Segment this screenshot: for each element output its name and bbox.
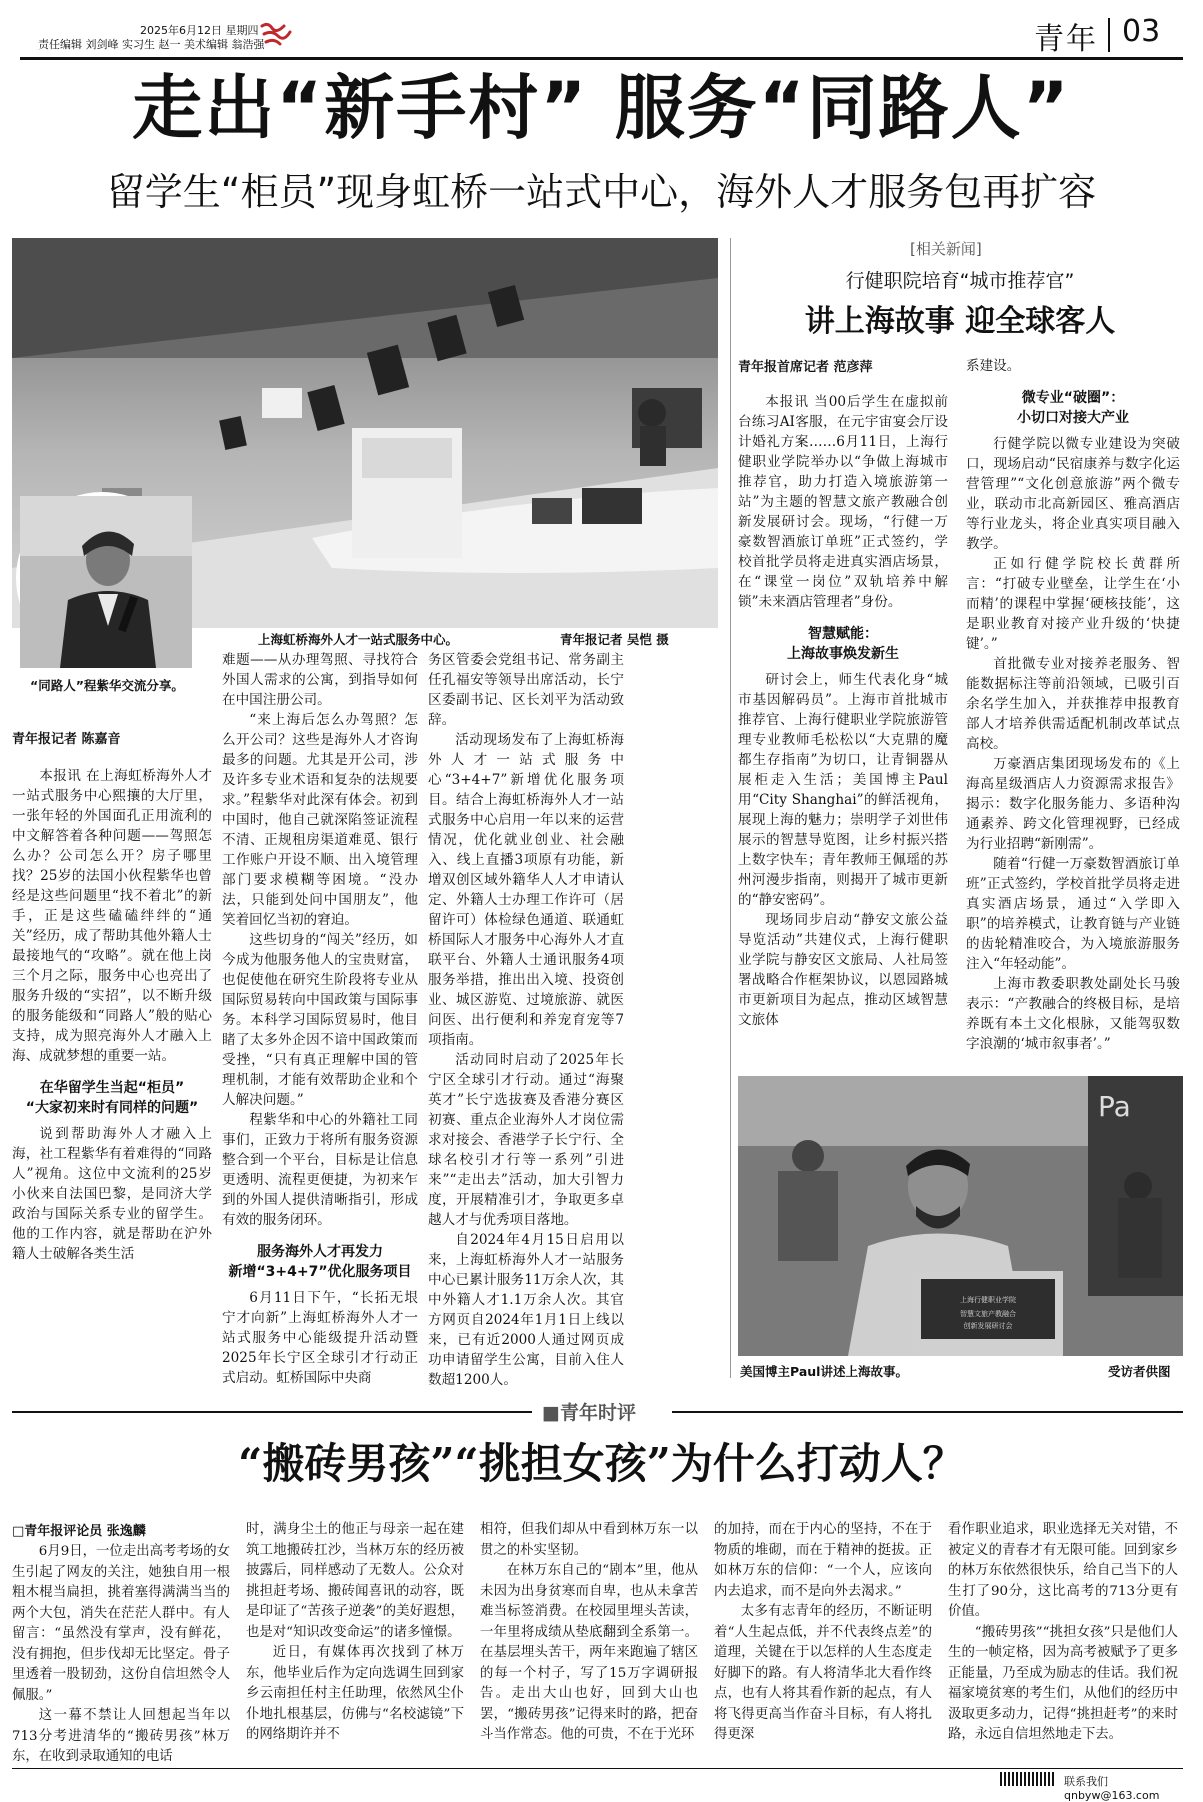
related-column-1 [738, 392, 948, 1030]
main-title: 走出“新手村” 服务“同路人” [132, 67, 1071, 149]
related-photo-credit: 受访者供图 [1108, 1364, 1171, 1379]
article-paragraph: 的加持，而在于内心的坚持，不在于物质的堆砌，而在于精神的挺拔。正如林万东的信仰：“一个人，应该向内去追求，而不是向外去渴求。” [714, 1522, 932, 1599]
opinion-rule-left [12, 1411, 532, 1413]
opinion-column-5 [948, 1520, 1178, 1746]
main-photo-credit: 青年报记者 吴恺 摄 [560, 632, 669, 647]
article-paragraph: “来上海后怎么办驾照？怎么开公司？这些是海外人才咨询最多的问题。尤其是开公司，涉及许多专业术语和复杂的法规要求。”程紫华对此深有体会。初到中国时，他自己就深陷签证流程不清、正规租房渠道难觅、银行工作账户开设不顺、出入境管理部门要求模糊等困境。“没办法，只能到处问中国朋友”，他笑着回忆当初的窘迫。 [222, 712, 418, 928]
portrait-caption: “同路人”程紫华交流分享。 [30, 678, 184, 693]
footer-contact: 联系我们 qnbyw@163.com [1064, 1775, 1160, 1802]
newspaper-logo [258, 20, 294, 48]
article-paragraph: 系建设。 [966, 358, 1021, 374]
svg-text:智慧文旅产教融合: 智慧文旅产教融合 [960, 1310, 1016, 1318]
article-paragraph: 相符，但我们却从中看到林万东一以贯之的朴实坚韧。 [480, 1522, 698, 1558]
lectern-screen-text: 上海行健职业学院 [960, 1296, 1016, 1304]
svg-text:创新发展研讨会: 创新发展研讨会 [963, 1322, 1013, 1330]
article-paragraph: 首批微专业对接养老服务、智能数据标注等前沿领域，已吸引百余名学生加入，并获推荐申报教育部人才培养供需适配机制改革试点高校。 [966, 656, 1180, 752]
svg-text:Pa: Pa [1098, 1090, 1131, 1123]
article-paragraph: 6月9日，一位走出高考考场的女生引起了网友的关注，她独自用一根粗木棍当扁担，挑着塞得满满当当的两个大包，消失在茫茫人群中。有人留言：“虽然没有掌声，没有鲜花，没有拥抱，但步伐却无比坚定。骨子里透着一股韧劲，这份自信坦然令人佩服。” [12, 1544, 230, 1703]
opinion-rule-right [672, 1411, 1183, 1413]
article-paragraph: 看作职业追求，职业选择无关对错，不被定义的青春才有无限可能。回到家乡的林万东依然很快乐，给自己当下的人生打了90分，这比高考的713分更有价值。 [948, 1522, 1178, 1619]
header-editors: 责任编辑 刘剑峰 实习生 赵一 美术编辑 翁浩强 [38, 38, 265, 51]
main-photo-caption: 上海虹桥海外人才一站式服务中心。 [258, 632, 459, 647]
main-subtitle: 留学生“柜员”现身虹桥一站式中心，海外人才服务包再扩容 [106, 170, 1097, 214]
section-name: 青年 [1034, 22, 1098, 57]
article-paragraph: 自2024年4月15日启用以来，上海虹桥海外人才一站服务中心已累计服务11万余人次，其中外籍人才1.1万余人次。其官方网页自2024年1月1日上线以来，已有近2000人通过网页成功申请留学生公寓，目前入住人数超1200人。 [428, 1232, 624, 1388]
article-paragraph: 近日，有媒体再次找到了林万东，他毕业后作为定向选调生回到家乡云南担任村主任助理，依然风尘仆仆地扎根基层，仿佛与“名校滤镜”下的网络期许并不 [246, 1645, 464, 1742]
article-paragraph: 说到帮助海外人才融入上海，社工程紫华有着难得的“同路人”视角。这位中文流利的25岁小伙来自法国巴黎，是同济大学政治与国际关系专业的留学生。他的工作内容，就是帮助在沪外籍人士破解各类生活 [12, 1126, 212, 1262]
article-paragraph: “搬砖男孩”“挑担女孩”只是他们人生的一帧定格，因为高考被赋予了更多正能量，乃至成为励志的佳话。我们祝福家境贫寒的考生们，从他们的经历中汲取更多动力，记得“挑担赶考”的来时路，永远自信坦然地走下去。 [948, 1624, 1178, 1742]
masthead [0, 0, 1203, 58]
related-tag: [相关新闻] [910, 240, 982, 258]
article-paragraph: 难题——从办理驾照、寻找符合外国人需求的公寓，到指导如何在中国注册公司。 [222, 652, 418, 708]
main-column-1 [12, 766, 212, 1264]
barcode-mark [1000, 1772, 1056, 1786]
article-paragraph: 本报讯 在上海虹桥海外人才一站式服务中心熙攘的大厅里，一张年轻的外国面孔正用流利的中文解答着各种问题——驾照怎么办？公司怎么开？房子哪里找？25岁的法国小伙程紫华也曾经是这些问题里“找不着北”的新手，正是这些磕磕绊绊的“通关”经历，成了帮助其他外籍人士最接地气的“攻略”。就在他上岗三个月之际，服务中心也亮出了服务升级的“实招”，以不断升级的服务能级和“同路人”般的贴心支持，成为照亮海外人才融入上海、成就梦想的重要一站。 [12, 768, 212, 1064]
article-paragraph: 活动现场发布了上海虹桥海外人才一站式服务中心“3+4+7”新增优化服务项目。结合上海虹桥海外人才一站式服务中心启用一年以来的运营情况，优化就业创业、社会融入、线上直播3项原有功能，新增双创区域外籍华人人才申请认定、外籍人士办理工作许可（居留许可）体检绿色通道、联通虹桥国际人才服务中心海外人才直联平台、外籍人士通讯服务4项服务举措，推出出入境、投资创业、城区游览、过境旅游、就医问医、出行便利和养宠育宠等7项指南。 [428, 732, 624, 1048]
article-subhead: 智慧赋能： 上海故事焕发新生 [787, 626, 899, 662]
related-title: 讲上海故事 迎全球客人 [804, 304, 1116, 339]
header-rule [20, 57, 1183, 60]
article-paragraph: 时，满身尘土的他正与母亲一起在建筑工地搬砖扛沙，当林万东的经历被披露后，同样感动了无数人。公众对挑担赶考场、搬砖闻喜讯的动容，既是印证了“苦孩子逆袭”的美好遐想，也是对“知识改变命运”的诸多憧憬。 [246, 1522, 464, 1640]
page-number: 03 [1122, 14, 1161, 49]
section-divider [1108, 18, 1110, 52]
article-paragraph: 随着“行健一万豪数智酒旅订单班”正式签约，学校首批学员将走进真实酒店场景，通过“入学即入职”的培养模式，让教育链与产业链的齿轮精准咬合，为入境旅游服务注入“年轻动能”。 [966, 856, 1180, 972]
article-paragraph: 万豪酒店集团现场发布的《上海高星级酒店人力资源需求报告》揭示：数字化服务能力、多语种沟通素养、跨文化管理视野，已经成为行业招聘“新刚需”。 [966, 756, 1180, 852]
article-paragraph: 研讨会上，师生代表化身“城市基因解码员”。上海市首批城市推荐官、上海行健职业学院旅游管理专业教师毛松松以“大克鼎的魔都生存指南”为切口，让青铜器从展柜走入生活；美国博主Paul用“City Shanghai”的鲜活视角，展现上海的魅力；崇明学子刘世伟展示的智慧导览图，让乡村振兴搭上数字快车；青年教师王佩瑶的苏州河漫步指南，则揭开了城市更新的“静安密码”。 [738, 672, 948, 908]
main-column-3 [428, 650, 624, 1390]
article-paragraph: 在林万东自己的“剧本”里，他从未因为出身贫寒而自卑，也从未拿苦难当标签消费。在校园里埋头苦读，一年里将成绩从垫底翻到全系第一。在基层埋头苦干，两年来跑遍了辖区的每一个村子，写了15万字调研报告。走出大山也好，回到大山也罢，“搬砖男孩”记得来时的路，把奋斗当作常态。他的可贵，不在于光环 [480, 1563, 698, 1742]
article-subhead: 在华留学生当起“柜员” “大家初来时有同样的问题” [25, 1080, 199, 1116]
article-paragraph: 上海市教委职教处副处长马骏表示：“产教融合的终极目标，是培养既有本土文化根脉，又能驾驭数字浪潮的‘城市叙事者’。” [966, 976, 1180, 1052]
article-paragraph: 太多有志青年的经历，不断证明着“人生起点低，并不代表终点差”的道理，关键在于以怎样的人生态度走好脚下的路。有人将清华北大看作终点，也有人将其看作新的起点，有人将飞得更高当作奋斗目标，有人将扎得更深 [714, 1604, 932, 1742]
opinion-column-2 [246, 1520, 464, 1746]
portrait-photo [16, 492, 188, 664]
opinion-column-3 [480, 1520, 698, 1746]
related-photo-caption: 美国博主Paul讲述上海故事。 [740, 1364, 908, 1379]
paul-speaking-photo [738, 1076, 1183, 1356]
article-paragraph: 这些切身的“闯关”经历，如今成为他服务他人的宝贵财富，也促使他在研究生阶段将专业从国际贸易转向中国政策与国际事务。本科学习国际贸易时，他目睹了太多外企因不谙中国政策而受挫，“只有真正理解中国的管理机制，才能有效帮助企业和个人解决问题。” [222, 932, 418, 1108]
related-byline: 青年报首席记者 范彦萍 [738, 360, 873, 375]
related-kicker: 行健职院培育“城市推荐官” [845, 270, 1075, 292]
article-paragraph: 本报讯 当00后学生在虚拟前台练习AI客服，在元宇宙宴会厅设计婚礼方案……6月11日，上海行健职业学院举办以“争做上海城市推荐官，助力打造入境旅游第一站”为主题的智慧文旅产教融合创新发展研讨会。现场，“行健一万豪数智酒旅订单班”正式签约，学校首批学员将走进真实酒店场景，在“课堂一岗位”双轨培养中解锁”未来酒店管理者”身份。 [738, 394, 948, 610]
article-paragraph: 6月11日下午，“长拓无垠 宁才向新”上海虹桥海外人才一站式服务中心能级提升活动暨2025年长宁区全球引才行动正式启动。虹桥国际中央商 [222, 1290, 418, 1386]
article-subhead: 服务海外人才再发力 新增“3+4+7”优化服务项目 [228, 1244, 412, 1280]
article-paragraph: 务区管委会党组书记、常务副主任孔福安等领导出席活动，长宁区委副书记、区长刘平为活动致辞。 [428, 652, 624, 728]
opinion-byline: □青年报评论员 张逸麟 [12, 1524, 146, 1539]
article-paragraph: 活动同时启动了2025年长宁区全球引才行动。通过“海聚英才”长宁选拔赛及香港分赛区初赛、重点企业海外人才岗位需求对接会、香港学子长宁行、全球名校引才行等一系列”引进来”“走出去”活动，加大引智力度，开展精准引才，争取更多卓越人才与优秀项目落地。 [428, 1052, 624, 1228]
footer-rule [12, 1768, 1183, 1769]
header-date: 2025年6月12日 星期四 [140, 24, 259, 37]
main-byline: 青年报记者 陈嘉音 [12, 732, 121, 747]
article-subhead: 微专业“破圈”： 小切口对接大产业 [1017, 390, 1129, 426]
column-divider [730, 238, 731, 1378]
article-paragraph: 现场同步启动“静安文旅公益导览活动”共建仪式，上海行健职业学院与静安区文旅局、人社局签署战略合作框架协议，以恩园路城市更新项目为起点，推动区域智慧文旅体 [738, 912, 948, 1028]
article-paragraph: 行健学院以微专业建设为突破口，现场启动“民宿康养与数字化运营管理”“文化创意旅游”两个微专业，联动市北高新园区、雅高酒店等行业龙头，将企业真实项目融入教学。 [966, 436, 1180, 552]
related-column-2 [966, 356, 1180, 1054]
main-column-2 [222, 650, 418, 1388]
opinion-column-4 [714, 1520, 932, 1746]
opinion-column-1 [12, 1542, 230, 1768]
opinion-section-label: ■青年时评 [542, 1402, 636, 1424]
article-paragraph: 正如行健学院校长黄群所言：“打破专业壁垒，让学生在‘小而精’的课程中掌握‘硬核技能’，这是职业教育对接产业升级的‘快捷键’。” [966, 556, 1180, 652]
opinion-title: “搬砖男孩”“挑担女孩”为什么打动人？ [238, 1439, 965, 1488]
article-paragraph: 这一幕不禁让人回想起当年以713分考进清华的“搬砖男孩”林万东，在收到录取通知的电话 [12, 1708, 230, 1764]
article-paragraph: 程紫华和中心的外籍社工同事们，正致力于将所有服务资源整合到一个平台，目标是让信息更透明、流程更便捷，为初来乍到的外国人提供清晰指引，形成有效的服务闭环。 [222, 1112, 418, 1228]
